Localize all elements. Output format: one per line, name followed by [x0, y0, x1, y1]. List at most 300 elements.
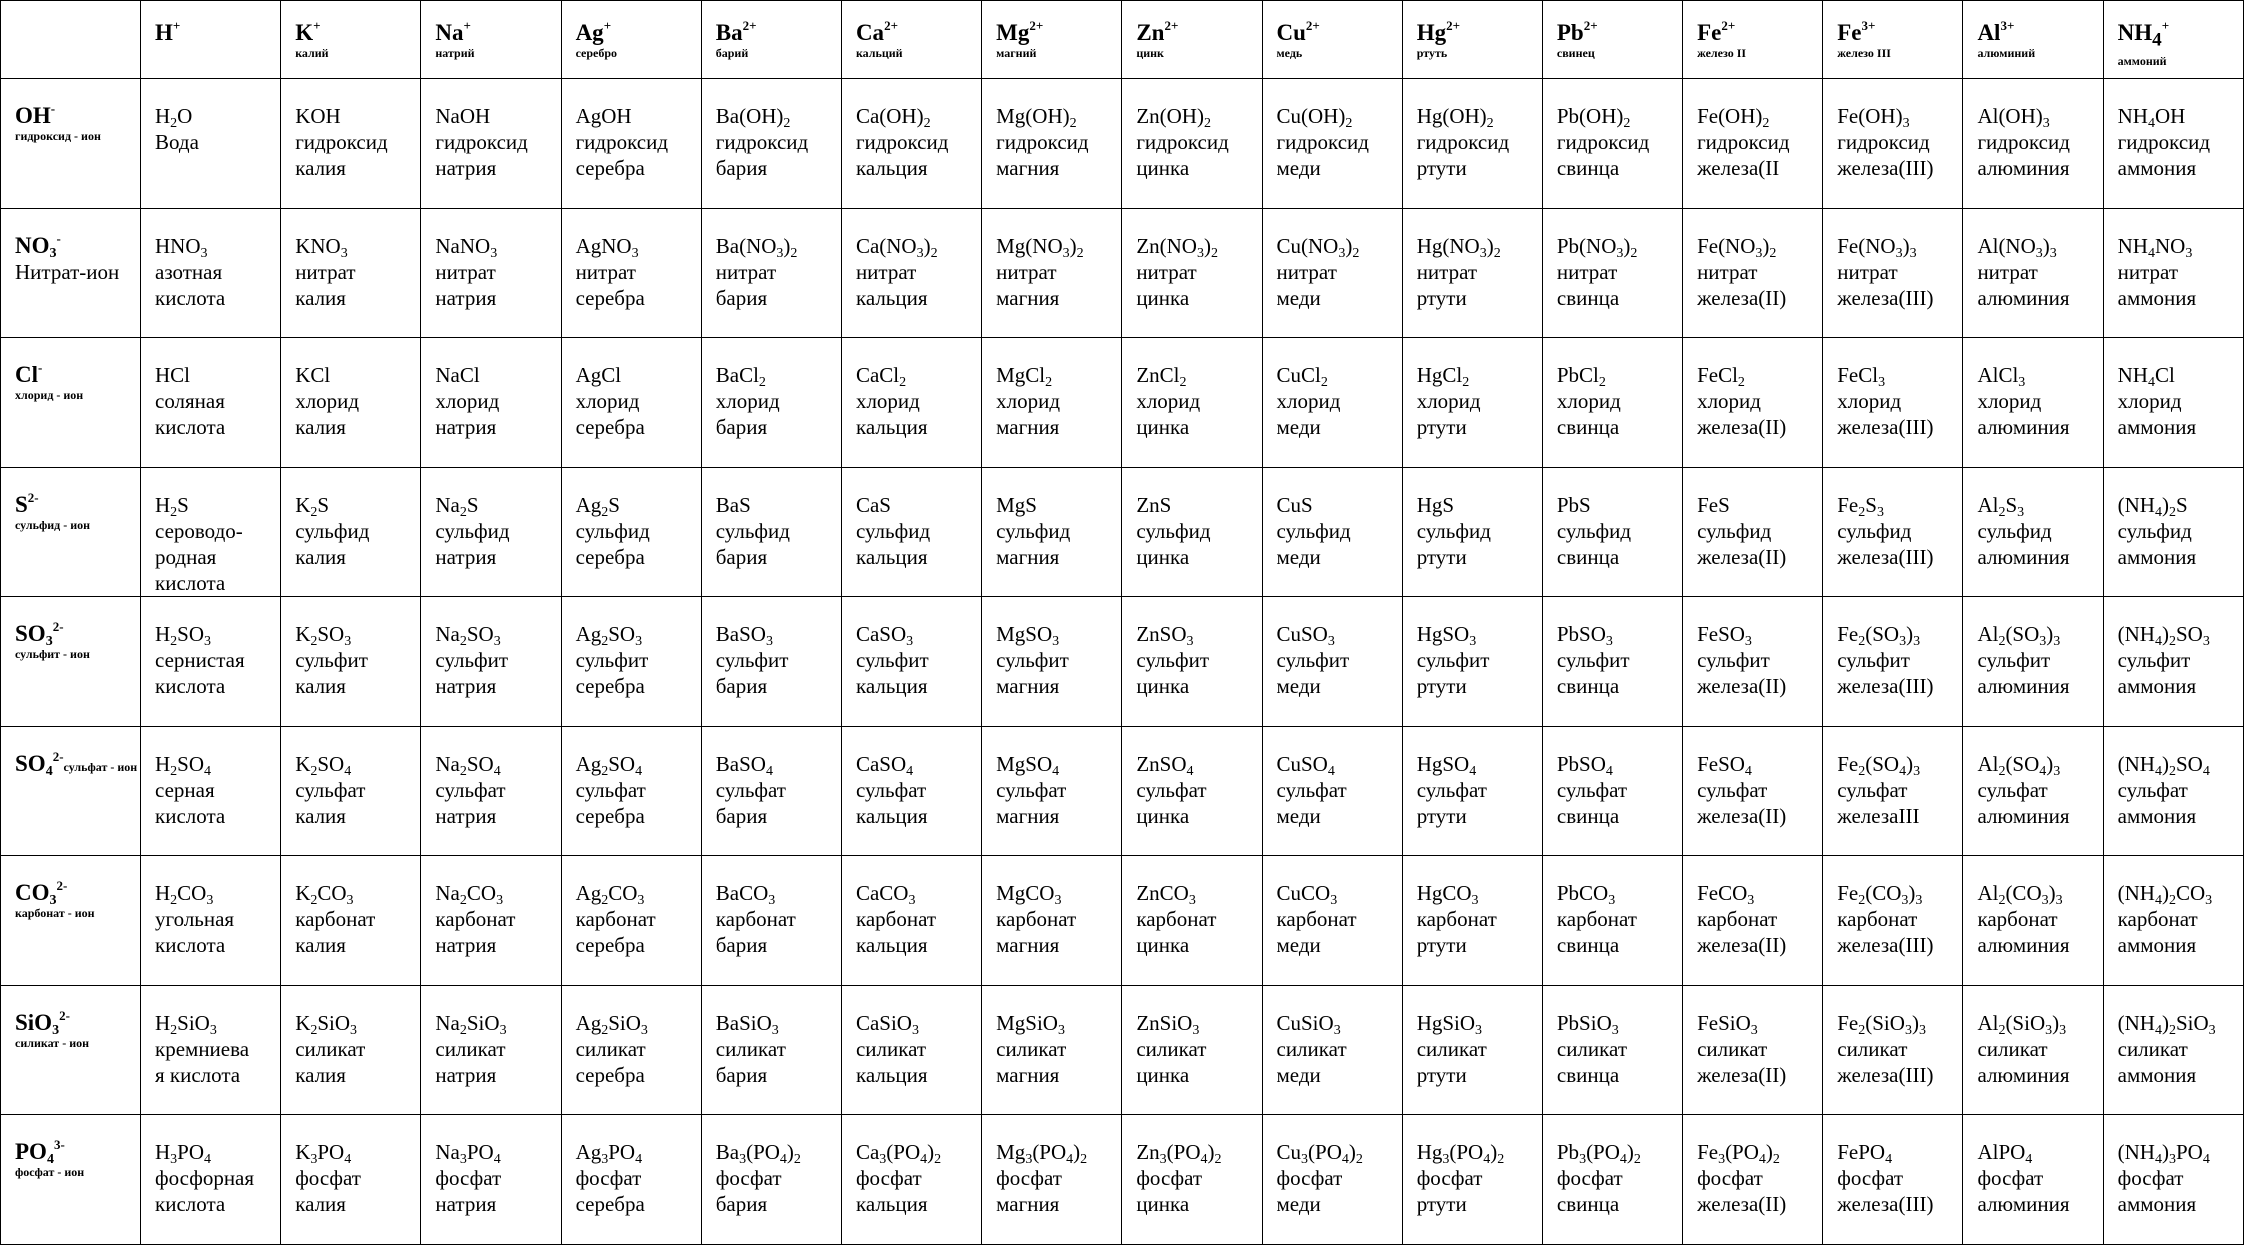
compound-content: [1136, 986, 1261, 1088]
compound-cell: [281, 985, 421, 1115]
compound-cell: [561, 985, 701, 1115]
compound-name-line: сероводо-: [155, 518, 243, 543]
compound-cell: [561, 597, 701, 727]
compound-name-line: калия: [295, 1062, 346, 1087]
compound-cell: [1262, 208, 1402, 338]
compound-cell: [1542, 985, 1682, 1115]
compound-formula: $Fe_2(SO_4)_3$: [1837, 751, 1921, 779]
compound-name-line: сульфид: [575, 518, 650, 543]
anion-symbol-text: S: [15, 491, 28, 517]
compound-cell: [421, 467, 561, 597]
compound-formula: $Hg(OH)_2$: [1416, 104, 1494, 131]
compound-formula: PbS: [1556, 492, 1591, 517]
compound-name-line: сульфид: [855, 518, 931, 543]
compound-content: [1557, 338, 1682, 440]
compound-name-line: силикат: [1276, 1036, 1347, 1061]
compound-formula: $Cu(NO_3)_2$: [1276, 233, 1360, 261]
compound-formula: $K_2SO_4$: [295, 751, 352, 779]
compound-content: [155, 727, 280, 829]
compound-name-line: алюминия: [1977, 415, 2070, 439]
compound-name-line: карбонат: [1136, 907, 1217, 931]
compound-name-line: хлорид: [435, 389, 500, 413]
compound-formula: $Cu(OH)_2$: [1276, 104, 1353, 131]
compound-cell: [421, 726, 561, 856]
compound-name-line: хлорид: [1837, 389, 1902, 413]
compound-name-line: хлорид: [855, 389, 920, 413]
anion-charge: -: [38, 360, 43, 375]
compound-content: [1697, 856, 1822, 958]
compound-name-line: калия: [295, 933, 346, 957]
compound-content: [435, 209, 560, 311]
compound-name-line: аммония: [2117, 285, 2197, 310]
anion-name: хлорид - ион: [15, 388, 84, 402]
anion-symbol: [15, 489, 140, 518]
compound-name-line: алюминия: [1977, 803, 2070, 828]
compound-name-line: кальция: [855, 156, 928, 180]
compound-cell: [982, 597, 1122, 727]
compound-name-line: железа(III): [1837, 933, 1934, 957]
compound-name-line: гидроксид: [855, 130, 949, 154]
compound-content: [576, 338, 701, 440]
compound-cell: [1402, 467, 1542, 597]
compound-name-line: сульфит: [435, 648, 509, 672]
compound-cell: [1402, 856, 1542, 986]
compound-name-line: силикат: [435, 1036, 506, 1061]
compound-name-line: сульфит: [715, 648, 789, 672]
anion-symbol: [15, 362, 140, 388]
compound-name-line: меди: [1276, 674, 1321, 698]
compound-name-line: натрия: [435, 285, 497, 310]
compound-cell: [982, 856, 1122, 986]
compound-name-line: хлорид: [996, 389, 1061, 413]
compound-formula: CuCl$_2$: [1276, 363, 1328, 390]
compound-name-line: железа(II): [1697, 803, 1787, 828]
compound-cell: [421, 1115, 561, 1245]
compound-name-line: серебра: [575, 933, 645, 957]
compound-cell: [1402, 208, 1542, 338]
compound-content: [996, 727, 1121, 829]
compound-formula: $Al_2S_3$: [1977, 492, 2025, 520]
compound-name-line: алюминия: [1977, 1062, 2070, 1087]
compound-name-line: силикат: [1556, 1036, 1627, 1061]
compound-formula: $Na_2SO_4$: [435, 751, 501, 779]
compound-formula: $Fe_3(PO_4)_2$: [1697, 1140, 1780, 1167]
compound-name-line: железаIII: [1837, 803, 1920, 828]
compound-content: [1417, 856, 1542, 958]
compound-content: [1977, 338, 2102, 440]
compound-formula: $H_2SO_3$: [155, 622, 212, 649]
compound-formula: ZnCl$_2$: [1136, 363, 1187, 390]
anion-symbol: [15, 880, 140, 906]
compound-cell: [1963, 338, 2103, 468]
compound-name-line: бария: [715, 933, 768, 957]
compound-cell: [1823, 856, 1963, 986]
compound-content: [1977, 79, 2102, 181]
compound-formula: BaSO$_3$: [715, 622, 773, 649]
compound-formula: $K_2SO_3$: [295, 622, 352, 649]
compound-name-line: сернистая: [155, 648, 245, 672]
compound-formula: AlPO$_4$: [1977, 1140, 2033, 1167]
compound-name-line: силикат: [1977, 1036, 2048, 1061]
compound-cell: [1823, 467, 1963, 597]
compound-cell: [701, 726, 841, 856]
compound-name-line: нитрат: [295, 259, 356, 284]
compound-name-line: ртути: [1416, 803, 1467, 828]
compound-name-line: аммония: [2117, 544, 2197, 569]
cation-symbol-text: Ag: [575, 20, 604, 45]
compound-content: [996, 597, 1121, 699]
compound-cell: [2103, 985, 2243, 1115]
compound-name-line: нитрат: [2117, 259, 2178, 284]
compound-name-line: железа(II): [1697, 415, 1787, 439]
compound-name-line: сульфид: [2117, 518, 2192, 543]
compound-name-line: нитрат: [996, 259, 1057, 284]
compound-formula: CuCO$_3$: [1276, 881, 1338, 908]
compound-cell: [561, 726, 701, 856]
compound-formula: HCl: [155, 363, 191, 387]
compound-content: [1697, 597, 1822, 699]
compound-formula: HgCO$_3$: [1416, 881, 1479, 908]
compound-cell: [1122, 338, 1262, 468]
cation-symbol: [716, 20, 841, 46]
compound-cell: [841, 338, 981, 468]
compound-name-line: сульфат: [1276, 777, 1347, 802]
compound-cell: [701, 79, 841, 209]
compound-formula: FeCO$_3$: [1697, 881, 1755, 908]
cation-header: [701, 1, 841, 79]
compound-name-line: аммония: [2117, 156, 2197, 180]
compound-content: [155, 986, 280, 1088]
cation-charge: 2+: [742, 18, 757, 33]
compound-formula: $Al_2(SiO_3)_3$: [1977, 1010, 2067, 1038]
compound-name-line: сульфид: [435, 518, 510, 543]
compound-cell: [1823, 79, 1963, 209]
anion-subscript: 3: [49, 893, 57, 908]
compound-formula: $K_3PO_4$: [295, 1140, 352, 1167]
table-row: [1, 1115, 2244, 1245]
compound-formula: $Mg(OH)_2$: [996, 104, 1077, 131]
compound-formula: $Ca(OH)_2$: [855, 104, 931, 131]
compound-content: [295, 856, 420, 958]
compound-name-line: свинца: [1556, 1062, 1620, 1087]
compound-name-line: гидроксид: [435, 130, 528, 154]
compound-cell: [1963, 726, 2103, 856]
salts-table-body: [1, 1, 2244, 1245]
compound-name-line: родная: [155, 544, 217, 569]
compound-cell: [1963, 79, 2103, 209]
compound-name-line: карбонат: [1837, 907, 1918, 931]
anion-name: Нитрат-ион: [15, 259, 120, 284]
compound-name-line: свинца: [1556, 933, 1620, 957]
compound-name-line: магния: [996, 674, 1060, 698]
compound-name-line: железа(III): [1837, 156, 1934, 180]
anion-symbol: [15, 748, 140, 779]
compound-name-line: калия: [295, 1192, 346, 1216]
compound-cell: [1963, 208, 2103, 338]
compound-content: [1697, 468, 1822, 570]
compound-formula: $H_2SO_4$: [155, 751, 212, 779]
compound-name-line: цинка: [1136, 415, 1190, 439]
compound-cell: [281, 79, 421, 209]
compound-content: [155, 1115, 280, 1217]
compound-cell: [2103, 856, 2243, 986]
compound-name-line: кислота: [155, 285, 226, 310]
compound-formula: $Na_2SiO_3$: [435, 1010, 507, 1038]
compound-name-line: железа(II): [1697, 544, 1787, 569]
compound-name-line: кальция: [855, 1192, 928, 1216]
cation-name: магний: [996, 46, 1037, 60]
compound-name-line: железа(III): [1837, 415, 1934, 439]
anion-header: [1, 1115, 141, 1245]
compound-content: [716, 79, 841, 181]
compound-cell: [1262, 338, 1402, 468]
compound-name-line: нитрат: [1276, 259, 1337, 284]
compound-cell: [561, 208, 701, 338]
compound-content: [155, 209, 280, 311]
compound-cell: [1542, 338, 1682, 468]
compound-formula: $NH_4Cl$: [2117, 363, 2175, 390]
compound-formula: $Ag_3PO_4$: [575, 1140, 643, 1167]
compound-cell: [1683, 338, 1823, 468]
compound-name-line: серебра: [575, 803, 645, 828]
compound-content: [576, 209, 701, 311]
anion-symbol-text: NO: [15, 232, 50, 258]
compound-content: [576, 79, 701, 181]
cation-symbol: [1977, 20, 2102, 46]
anion-header: [1, 597, 141, 727]
compound-name-line: карбонат: [1276, 907, 1357, 931]
compound-content: [1697, 79, 1822, 181]
compound-content: [856, 209, 981, 311]
compound-formula: FeCl$_3$: [1837, 363, 1886, 390]
compound-cell: [421, 856, 561, 986]
compound-formula: AgOH: [575, 104, 632, 128]
anion-header: [1, 338, 141, 468]
compound-cell: [1823, 208, 1963, 338]
compound-name-line: ртути: [1416, 674, 1467, 698]
compound-content: [435, 1115, 560, 1217]
compound-formula: ZnSO$_4$: [1136, 751, 1194, 779]
compound-formula: $Zn_3(PO_4)_2$: [1136, 1140, 1222, 1167]
cation-header: [1122, 1, 1262, 79]
compound-name-line: сульфид: [1697, 518, 1772, 543]
compound-name-line: сульфат: [1837, 777, 1908, 802]
cation-symbol: [1277, 20, 1402, 46]
compound-name-line: гидроксид: [2117, 130, 2211, 154]
compound-name-line: сульфит: [575, 648, 649, 672]
compound-formula: AgCl: [575, 363, 622, 387]
compound-name-line: цинка: [1136, 544, 1190, 569]
compound-formula: PbCO$_3$: [1556, 881, 1616, 908]
compound-name-line: нитрат: [855, 259, 917, 284]
compound-formula: NaCl: [435, 363, 480, 387]
compound-name-line: бария: [715, 674, 768, 698]
compound-name-line: калия: [295, 415, 346, 439]
compound-content: [155, 856, 280, 958]
compound-name-line: серебра: [575, 1192, 645, 1216]
compound-content: [1697, 338, 1822, 440]
compound-content: [576, 1115, 701, 1217]
compound-content: [155, 79, 280, 155]
compound-cell: [1262, 79, 1402, 209]
compound-name-line: железа(III): [1837, 674, 1934, 698]
compound-cell: [1963, 597, 2103, 727]
compound-name-line: силикат: [855, 1036, 927, 1061]
compound-name-line: цинка: [1136, 285, 1190, 310]
cation-symbol-text: Al: [1977, 20, 2001, 45]
compound-content: [2118, 468, 2243, 570]
compound-cell: [141, 726, 281, 856]
compound-cell: [1963, 1115, 2103, 1245]
compound-name-line: силикат: [1136, 1036, 1207, 1061]
cation-symbol: [2118, 20, 2243, 54]
compound-name-line: карбонат: [1697, 907, 1778, 931]
compound-name-line: натрия: [435, 803, 497, 828]
compound-formula: $(NH_4)_2CO_3$: [2117, 881, 2213, 908]
compound-cell: [281, 338, 421, 468]
compound-content: [2118, 79, 2243, 181]
compound-name-line: силикат: [295, 1036, 366, 1061]
compound-formula: $Fe_2(SO_3)_3$: [1837, 622, 1921, 649]
compound-name-line: хлорид: [575, 389, 640, 413]
compound-content: [576, 597, 701, 699]
compound-name-line: магния: [996, 1062, 1060, 1087]
compound-formula: HgCl$_2$: [1416, 363, 1470, 390]
compound-content: [996, 338, 1121, 440]
compound-name-line: железа(III): [1837, 1062, 1934, 1087]
compound-cell: [1402, 597, 1542, 727]
compound-name-line: ртути: [1416, 933, 1467, 957]
anion-charge: -: [50, 101, 56, 116]
compound-name-line: ртути: [1416, 156, 1467, 180]
compound-name-line: фосфат: [295, 1166, 361, 1190]
cation-name: барий: [715, 46, 749, 60]
compound-name-line: ртути: [1416, 1192, 1467, 1216]
compound-formula: $Fe(NO_3)_2$: [1697, 233, 1777, 261]
compound-name-line: фосфат: [435, 1166, 502, 1190]
compound-cell: [2103, 467, 2243, 597]
compound-name-line: карбонат: [996, 907, 1077, 931]
compound-content: [576, 727, 701, 829]
compound-cell: [1963, 985, 2103, 1115]
compound-formula: $Ag_2SiO_3$: [575, 1010, 648, 1038]
anion-charge: 2-: [59, 1007, 70, 1023]
cation-header: [1262, 1, 1402, 79]
compound-formula: $H_2SiO_3$: [155, 1010, 217, 1038]
compound-name-line: сульфид: [996, 518, 1071, 543]
compound-cell: [1963, 467, 2103, 597]
cation-symbol: [576, 20, 701, 46]
compound-cell: [281, 856, 421, 986]
anion-symbol: [15, 621, 140, 647]
anion-name: фосфат - ион: [15, 1165, 85, 1179]
header-row: [1, 1, 2244, 79]
compound-content: [1417, 209, 1542, 311]
compound-formula: $Ag_2SO_4$: [575, 751, 643, 779]
compound-cell: [1683, 856, 1823, 986]
compound-name-line: кальция: [855, 933, 928, 957]
compound-cell: [701, 1115, 841, 1245]
compound-formula: $(NH_4)_2SO_3$: [2117, 622, 2210, 649]
compound-name-line: хлорид: [1556, 389, 1621, 413]
compound-name-line: алюминия: [1977, 674, 2070, 698]
compound-name-line: нитрат: [575, 259, 636, 284]
compound-cell: [1122, 726, 1262, 856]
compound-formula: ZnS: [1136, 492, 1172, 517]
compound-name-line: меди: [1276, 544, 1321, 569]
compound-name-line: бария: [715, 285, 768, 310]
cation-charge: 2+: [1721, 18, 1736, 33]
compound-formula: $KNO_3$: [295, 233, 348, 261]
compound-formula: BaCO$_3$: [715, 881, 776, 908]
compound-content: [1277, 338, 1402, 440]
compound-name-line: кальция: [855, 674, 928, 698]
compound-name-line: нитрат: [1837, 259, 1898, 284]
compound-formula: $Ba(NO_3)_2$: [715, 233, 798, 261]
compound-name-line: кислота: [155, 1192, 226, 1216]
cation-charge: +: [2161, 18, 2170, 33]
compound-name-line: магния: [996, 156, 1060, 180]
compound-name-line: ртути: [1416, 285, 1467, 310]
compound-cell: [1823, 726, 1963, 856]
compound-formula: $Zn(NO_3)_2$: [1136, 233, 1218, 261]
compound-formula: $Hg_3(PO_4)_2$: [1416, 1140, 1505, 1167]
compound-content: [1277, 727, 1402, 829]
compound-content: [295, 986, 420, 1088]
cation-header: [421, 1, 561, 79]
compound-content: [155, 338, 280, 440]
compound-name-line: калия: [295, 674, 346, 698]
compound-cell: [1683, 1115, 1823, 1245]
compound-name-line: фосфат: [996, 1166, 1062, 1190]
compound-cell: [841, 1115, 981, 1245]
compound-formula: CuSO$_4$: [1276, 751, 1335, 779]
compound-formula: $H_2O$: [155, 104, 193, 131]
cation-symbol-text: Zn: [1136, 20, 1165, 45]
compound-formula: $(NH_4)_2SiO_3$: [2117, 1010, 2216, 1038]
compound-cell: [701, 597, 841, 727]
compound-content: [155, 468, 280, 596]
cation-charge: 2+: [1029, 18, 1044, 33]
compound-cell: [281, 1115, 421, 1245]
compound-content: [1136, 209, 1261, 311]
cation-symbol: [1697, 20, 1822, 46]
compound-content: [1837, 79, 1962, 181]
compound-name-line: алюминия: [1977, 544, 2070, 569]
compound-content: [435, 597, 560, 699]
compound-formula: PbCl$_2$: [1556, 363, 1606, 390]
compound-name-line: свинца: [1556, 415, 1620, 439]
compound-cell: [1963, 856, 2103, 986]
cation-name: ртуть: [1416, 46, 1448, 60]
anion-charge: -: [56, 230, 61, 246]
compound-formula: $Pb(NO_3)_2$: [1556, 233, 1638, 261]
compound-content: [2118, 856, 2243, 958]
compound-formula: ZnSiO$_3$: [1136, 1010, 1200, 1038]
compound-cell: [841, 597, 981, 727]
compound-cell: [1122, 985, 1262, 1115]
compound-content: [2118, 727, 2243, 829]
compound-content: [996, 79, 1121, 181]
compound-formula: $Ag_2SO_3$: [575, 622, 643, 649]
compound-name-line: кислота: [155, 570, 226, 595]
compound-name-line: гидроксид: [1697, 130, 1790, 154]
anion-symbol-text: CO: [15, 880, 50, 905]
anion-subscript: 3: [52, 1022, 60, 1038]
compound-name-line: силикат: [1416, 1036, 1487, 1061]
compound-name-line: силикат: [996, 1036, 1067, 1061]
compound-formula: CuSiO$_3$: [1276, 1010, 1341, 1038]
